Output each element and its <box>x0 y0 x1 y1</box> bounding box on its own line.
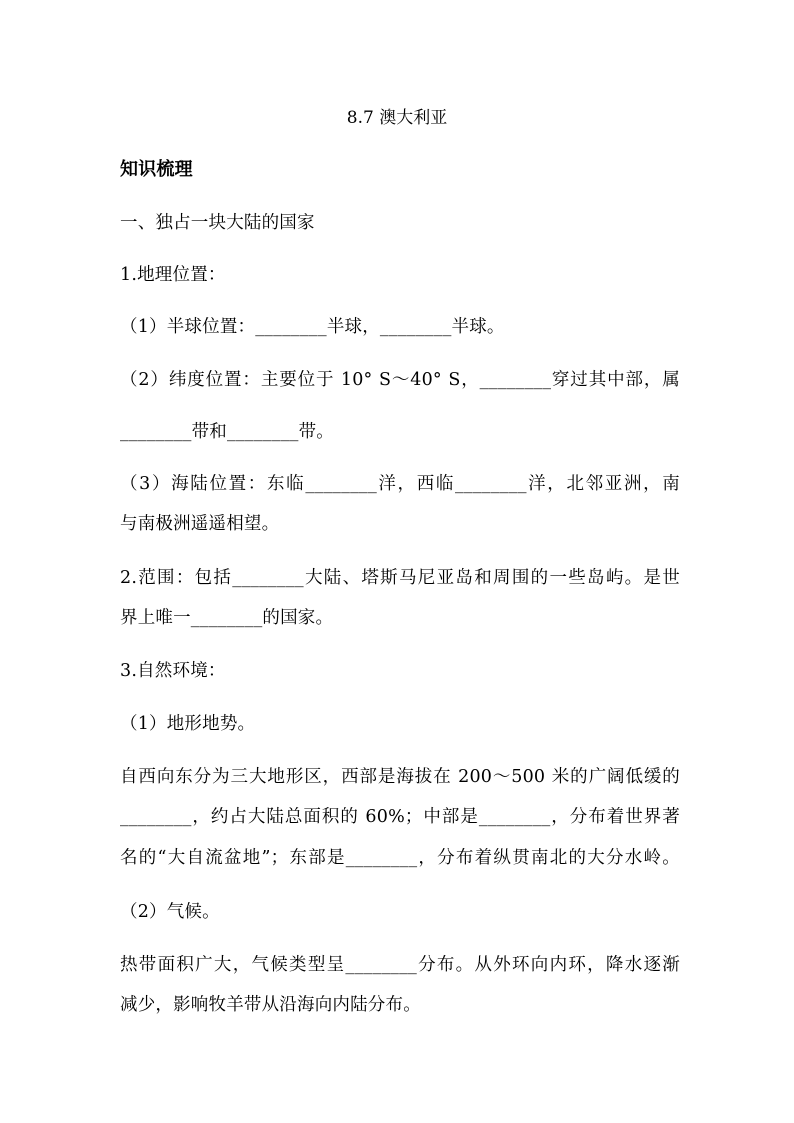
climate-paragraph-line-2: 减少，影响牧羊带从沿海向内陆分布。 <box>120 995 421 1015</box>
latitude-position-line-1: （2）纬度位置：主要位于 10° S～40° S，________穿过其中部，属 <box>120 370 680 390</box>
document-title: 8.7 澳大利亚 <box>346 108 448 128</box>
scope-line-2: 界上唯一________的国家。 <box>120 608 334 628</box>
item-geographic-location: 1.地理位置： <box>120 265 226 285</box>
section-heading: 知识梳理 <box>120 159 193 180</box>
terrain-paragraph-line-3: 名的“大自流盆地”；东部是________，分布着纵贯南北的大分水岭。 <box>120 848 680 868</box>
terrain-heading: （1）地形地势。 <box>120 714 256 734</box>
terrain-paragraph-line-2: ________，约占大陆总面积的 60%；中部是________，分布着世界著 <box>120 807 680 827</box>
item-natural-environment: 3.自然环境： <box>120 661 226 681</box>
subsection-heading: 一、独占一块大陆的国家 <box>120 213 315 233</box>
hemisphere-position-line: （1）半球位置：________半球，________半球。 <box>120 317 505 337</box>
latitude-position-line-2: ________带和________带。 <box>120 422 334 442</box>
sea-land-position-line-2: 与南极洲遥遥相望。 <box>120 514 280 534</box>
sea-land-position-line-1: （3）海陆位置：东临________洋，西临________洋，北邻亚洲，南 <box>120 474 680 494</box>
scope-line-1: 2.范围：包括________大陆、塔斯马尼亚岛和周围的一些岛屿。是世 <box>120 568 680 588</box>
climate-heading: （2）气候。 <box>120 902 220 922</box>
climate-paragraph-line-1: 热带面积广大，气候类型呈________分布。从外环向内环，降水逐渐 <box>120 955 680 975</box>
terrain-paragraph-line-1: 自西向东分为三大地形区，西部是海拔在 200～500 米的广阔低缓的 <box>120 767 680 787</box>
